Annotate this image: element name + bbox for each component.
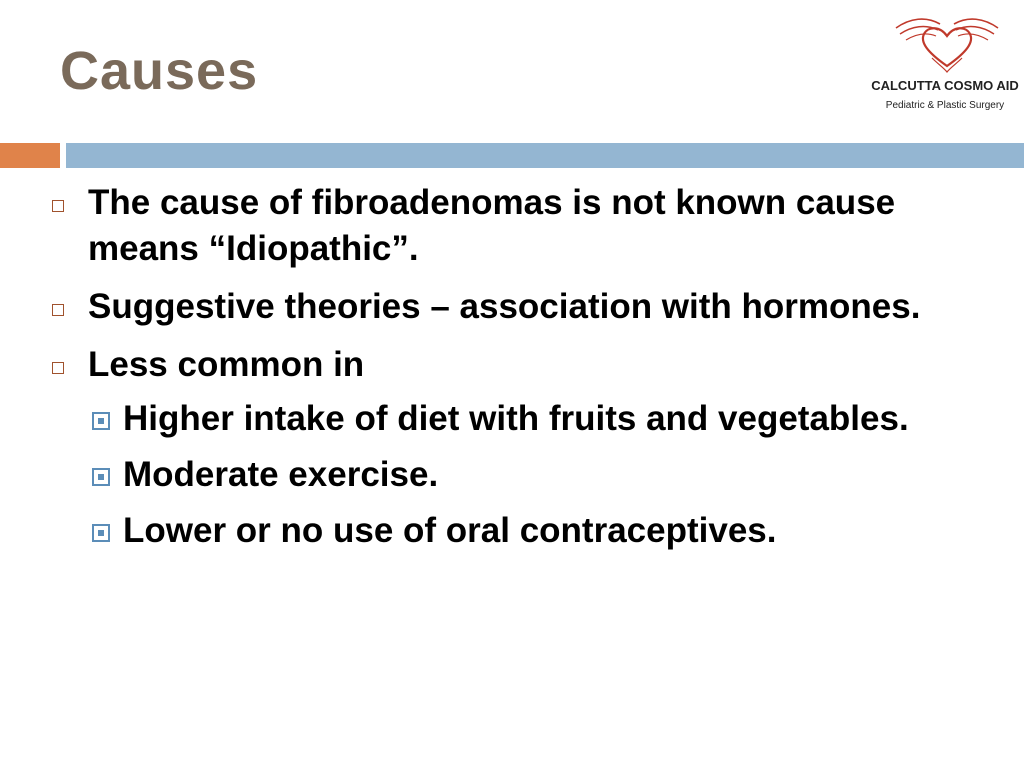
- slide-title: Causes: [60, 41, 259, 101]
- sub-bullet-text: Lower or no use of oral contraceptives.: [123, 511, 777, 550]
- bullet-item: [0, 284, 938, 330]
- filled-square-bullet-icon: [92, 468, 110, 486]
- heart-hands-logo-icon: [892, 14, 1002, 76]
- filled-square-bullet-icon: [92, 524, 110, 542]
- bullet-text: The cause of fibroadenomas is not known cause means “Idiopathic”.: [88, 183, 896, 268]
- accent-bar-blue: [66, 143, 1024, 168]
- square-bullet-icon: [52, 200, 64, 212]
- company-logo: [870, 14, 1020, 124]
- sub-bullet-text: Moderate exercise.: [123, 455, 439, 494]
- logo-tagline: Pediatric & Plastic Surgery: [885, 100, 1005, 111]
- bullet-text: Less common in: [88, 345, 365, 384]
- bullet-item: [0, 180, 938, 272]
- bullet-list: [0, 180, 1024, 564]
- filled-square-bullet-icon: [92, 412, 110, 430]
- bullet-item: [0, 342, 938, 388]
- square-bullet-icon: [52, 362, 64, 374]
- sub-bullet-item: [0, 396, 953, 442]
- sub-bullet-text: Higher intake of diet with fruits and vegetables.: [123, 399, 909, 438]
- sub-bullet-item: [0, 452, 953, 498]
- logo-company-name: CALCUTTA COSMO AID: [871, 78, 1019, 93]
- sub-bullet-item: [0, 508, 953, 554]
- accent-bar-orange: [0, 143, 60, 168]
- square-bullet-icon: [52, 304, 64, 316]
- bullet-text: Suggestive theories – association with hormones.: [88, 287, 921, 326]
